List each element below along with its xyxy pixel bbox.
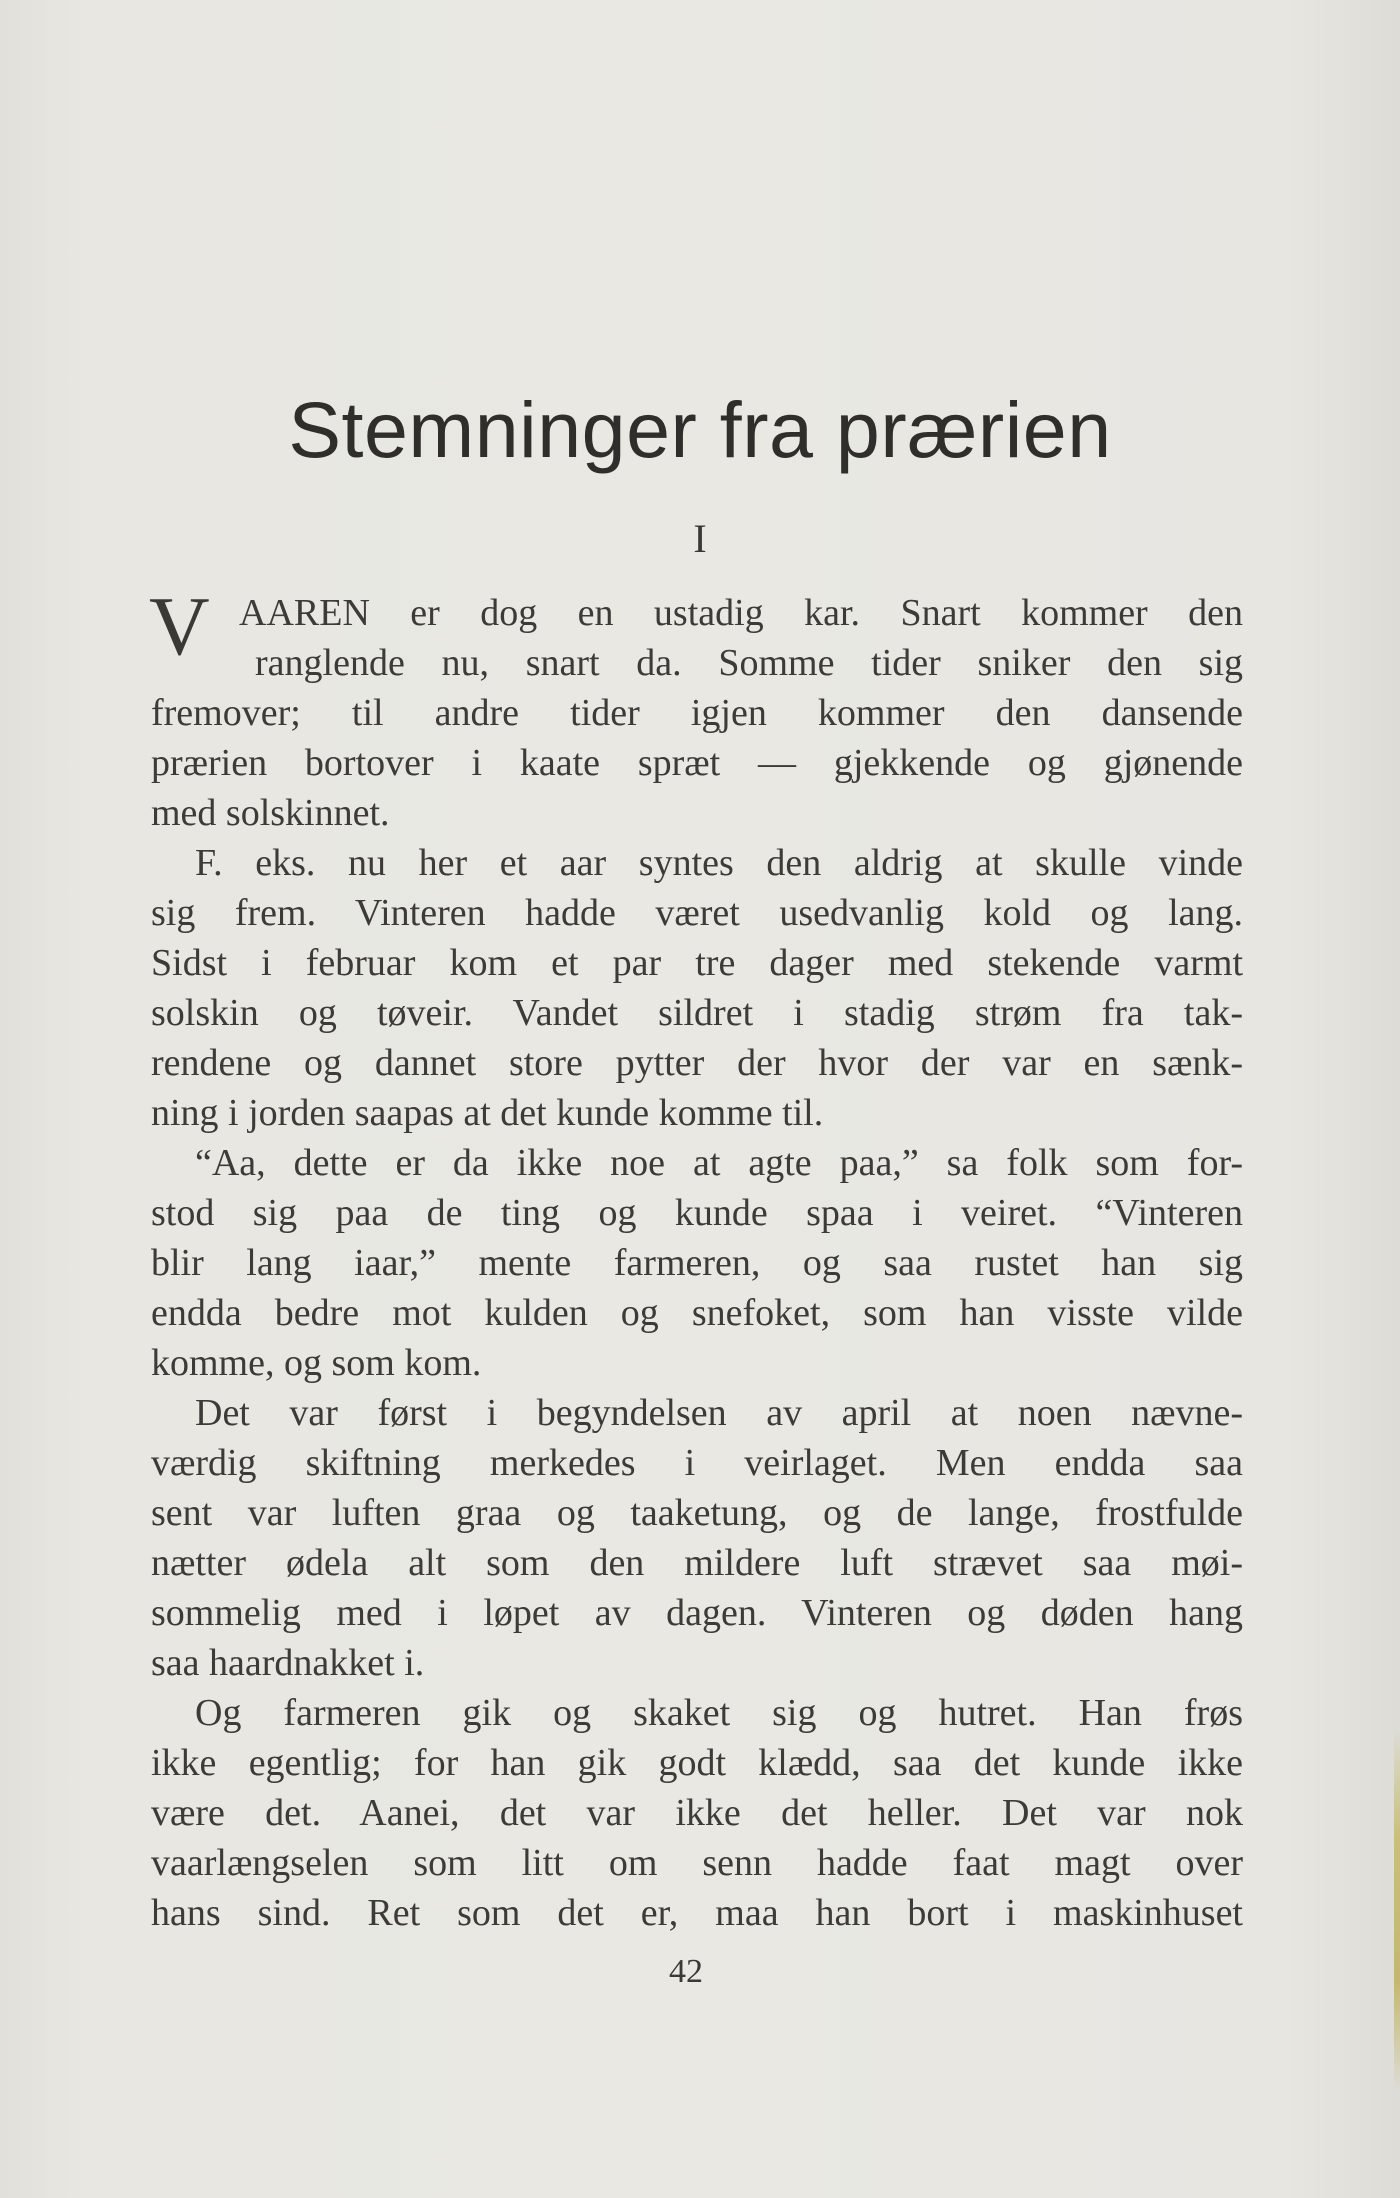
text-line: endda bedre mot kulden og snefoket, som han visste vilde: [151, 1292, 1243, 1334]
text-line: rendene og dannet store pytter der hvor der var en sænk-: [151, 1042, 1243, 1084]
text-line: vaarlængselen som litt om senn hadde faat magt over: [151, 1842, 1243, 1884]
text-line: sent var luften graa og taaketung, og de lange, frostfulde: [151, 1492, 1243, 1534]
text-line: stod sig paa de ting og kunde spaa i veiret. “Vinteren: [151, 1192, 1243, 1234]
text-line: AAREN er dog en ustadig kar. Snart kommer den: [239, 592, 1243, 634]
text-line: F. eks. nu her et aar syntes den aldrig at skulle vinde: [195, 842, 1243, 884]
chapter-title: Stemninger fra prærien: [288, 385, 1112, 474]
section-number: I: [693, 516, 707, 561]
text-line: saa haardnakket i.: [151, 1642, 425, 1684]
text-line: ikke egentlig; for han gik godt klædd, saa det kunde ikke: [151, 1742, 1243, 1784]
text-line: sommelig med i løpet av dagen. Vinteren og døden hang: [151, 1592, 1243, 1634]
text-line: blir lang iaar,” mente farmeren, og saa rustet han sig: [151, 1242, 1243, 1284]
text-line: komme, og som kom.: [151, 1342, 482, 1384]
text-line: ranglende nu, snart da. Somme tider sniker den sig: [255, 642, 1243, 684]
text-line: ning i jorden saapas at det kunde komme til.: [151, 1092, 824, 1134]
body-text: [149, 580, 1243, 1938]
drop-cap: V: [149, 580, 210, 673]
text-line: være det. Aanei, det var ikke det heller. Det var nok: [151, 1792, 1243, 1834]
text-line: Sidst i februar kom et par tre dager med stekende varmt: [151, 942, 1243, 984]
text-line: sig frem. Vinteren hadde været usedvanlig kold og lang.: [151, 892, 1243, 934]
text-line: fremover; til andre tider igjen kommer den dansende: [151, 692, 1243, 734]
text-line: Det var først i begyndelsen av april at noen nævne-: [195, 1392, 1243, 1434]
text-line: hans sind. Ret som det er, maa han bort i maskinhuset: [151, 1892, 1243, 1934]
text-line: “Aa, dette er da ikke noe at agte paa,” sa folk som for-: [195, 1142, 1243, 1184]
page-edge-stain: [1394, 1730, 1400, 2090]
text-line: med solskinnet.: [151, 792, 390, 834]
text-line: solskin og tøveir. Vandet sildret i stadig strøm fra tak-: [151, 992, 1243, 1034]
text-line: Og farmeren gik og skaket sig og hutret. Han frøs: [195, 1692, 1243, 1734]
page-number: 42: [669, 1953, 703, 1990]
text-line: prærien bortover i kaate spræt — gjekkende og gjønende: [151, 742, 1243, 784]
text-line: værdig skiftning merkedes i veirlaget. Men endda saa: [151, 1442, 1243, 1484]
text-line: nætter ødela alt som den mildere luft strævet saa møi-: [151, 1542, 1243, 1584]
